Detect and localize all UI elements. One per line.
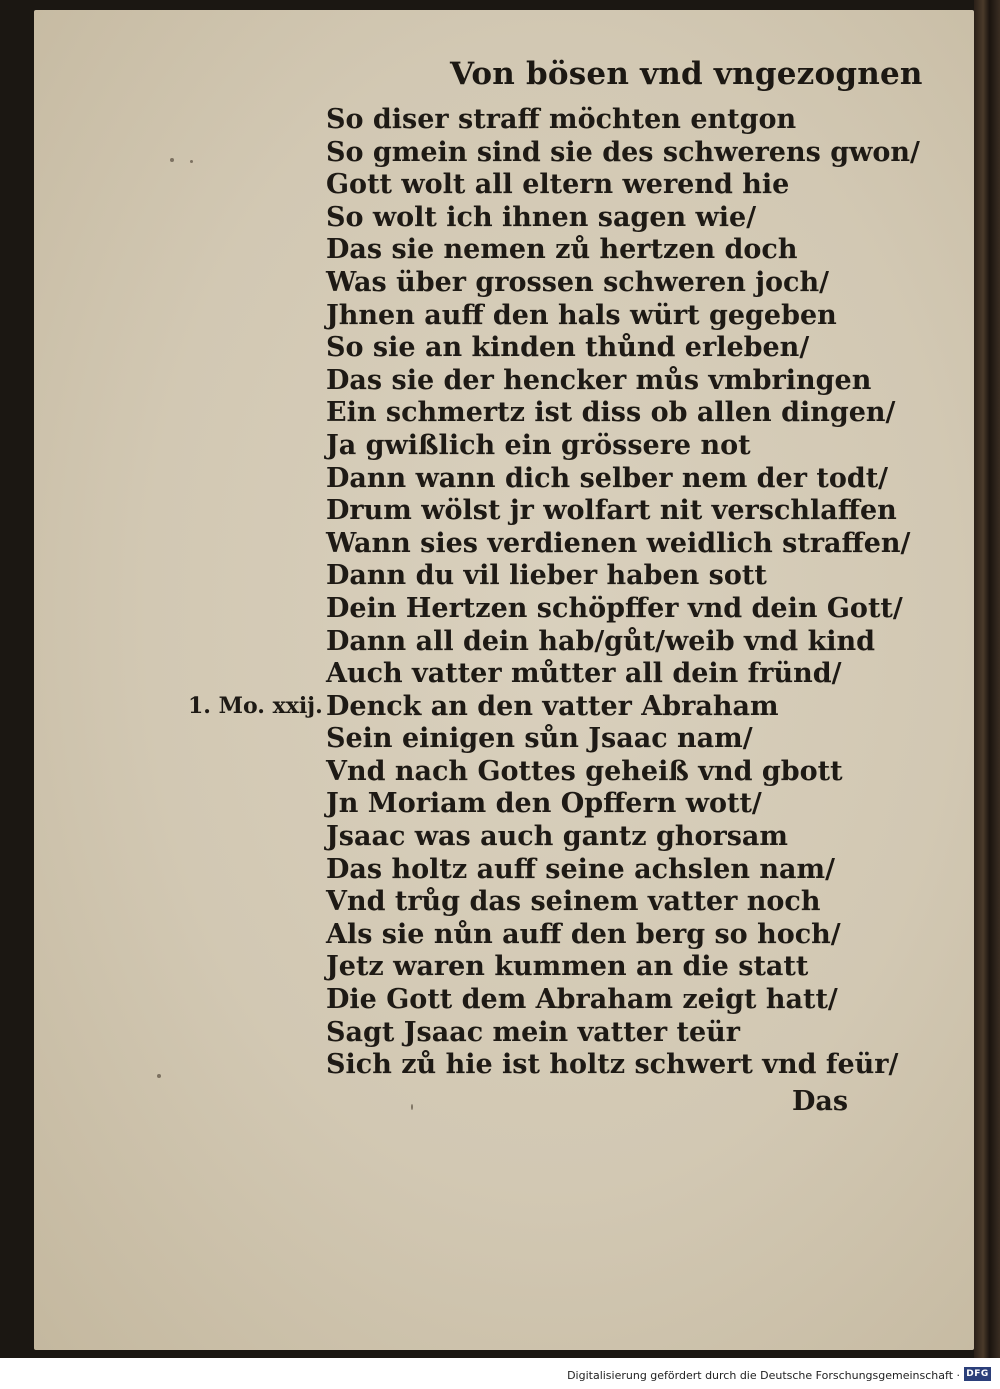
- verse-line: Denck an den vatter Abraham: [326, 690, 779, 722]
- ink-speck: [190, 160, 193, 163]
- verse-line: Als sie nůn auff den berg so hoch/: [326, 918, 841, 950]
- ink-speck: [411, 1104, 413, 1110]
- verse-line: Jetz waren kummen an die statt: [326, 951, 809, 983]
- verse-line: Vnd nach Gottes geheiß vnd gbott: [326, 755, 843, 787]
- verse-line: So diser straff möchten entgon: [326, 104, 797, 135]
- verse-line: Gott wolt all eltern werend hie: [326, 169, 790, 201]
- footer-credit: Digitalisierung gefördert durch die Deutsche Forschungsgemeinschaft ·: [567, 1369, 960, 1382]
- dfg-logo-icon: DFG: [964, 1367, 991, 1381]
- verse-line: Wann sies verdienen weidlich straffen/: [326, 527, 911, 559]
- verse-line: Das holtz auff seine achslen nam/: [326, 853, 835, 885]
- verse-line: Sagt Jsaac mein vatter teür: [326, 1016, 741, 1048]
- page-edge: [974, 0, 1000, 1358]
- verse-line: Sich zů hie ist holtz schwert vnd feür/: [326, 1049, 899, 1081]
- ink-speck: [170, 158, 174, 162]
- verse-line: Was über grossen schweren joch/: [326, 266, 829, 298]
- verse-line: Dann du vil lieber haben sott: [326, 560, 767, 592]
- verse-text: [326, 104, 920, 1082]
- catchword: Das: [792, 1086, 849, 1117]
- verse-line: Dann all dein hab/gůt/weib vnd kind: [326, 625, 876, 657]
- verse-line: Dein Hertzen schöpffer vnd dein Gott/: [326, 592, 903, 624]
- verse-line: Jsaac was auch gantz ghorsam: [326, 821, 788, 853]
- running-head: Von bösen vnd vngezognen: [450, 56, 923, 92]
- verse-line: So sie an kinden thůnd erleben/: [326, 332, 810, 364]
- verse-line: Auch vatter můtter all dein fründ/: [326, 658, 842, 690]
- verse-line: Drum wölst jr wolfart nit verschlaffen: [326, 495, 897, 527]
- verse-line: Dann wann dich selber nem der todt/: [326, 462, 889, 494]
- marginal-reference: 1. Mo. xxij.: [188, 693, 323, 719]
- verse-line: Sein einigen sůn Jsaac nam/: [326, 723, 753, 755]
- verse-line: Die Gott dem Abraham zeigt hatt/: [326, 984, 838, 1016]
- verse-line: Das sie der hencker můs vmbringen: [326, 364, 872, 396]
- verse-line: Vnd trůg das seinem vatter noch: [326, 886, 821, 918]
- verse-line: Jhnen auff den hals würt gegeben: [326, 299, 837, 331]
- ink-speck: [157, 1074, 161, 1078]
- verse-line: So wolt ich ihnen sagen wie/: [326, 201, 757, 233]
- verse-line: Ja gwißlich ein grössere not: [326, 429, 751, 461]
- verse-line: Jn Moriam den Opffern wott/: [326, 788, 762, 820]
- verse-line: Das sie nemen zů hertzen doch: [326, 234, 798, 266]
- verse-line: So gmein sind sie des schwerens gwon/: [326, 136, 920, 168]
- verse-line: Ein schmertz ist diss ob allen dingen/: [326, 397, 896, 429]
